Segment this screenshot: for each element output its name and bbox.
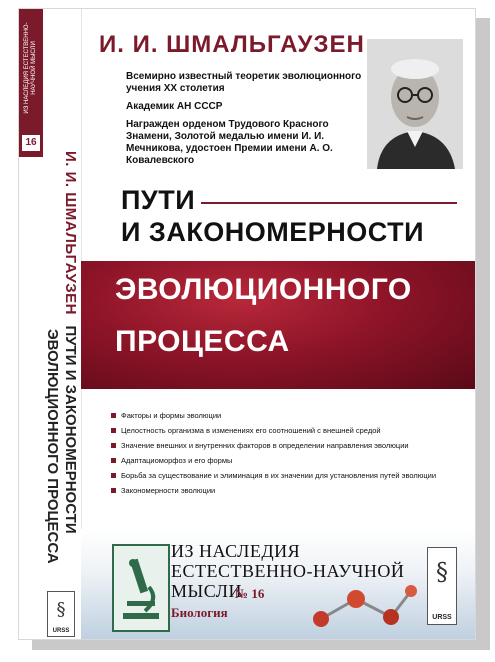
spine-series-banner: [19, 9, 43, 157]
spine-text-block: [44, 151, 79, 591]
publisher-s-icon: §: [436, 558, 448, 586]
spine-title-line1: ПУТИ И ЗАКОНОМЕРНОСТИ: [62, 325, 79, 534]
topic-item: Адаптациоморфоз и его формы: [111, 456, 471, 465]
topic-item: Борьба за существование и элиминация в их значении для установления путей эволюции: [111, 471, 471, 480]
spine-author: И. И. ШМАЛЬГАУЗЕН: [62, 151, 79, 316]
spine-publisher-name: URSS: [52, 628, 70, 634]
front-cover: [81, 9, 475, 639]
publisher-logo: [427, 547, 457, 625]
book-spine: [19, 9, 82, 639]
topic-item: Факторы и формы эволюции: [111, 411, 471, 420]
series-title-line3: МЫСЛИ: [171, 581, 242, 601]
publisher-s-icon: §: [56, 599, 66, 620]
author-info-line: Награжден орденом Трудового Красного Знамени, Золотой медалью имени И. И. Мечникова, удостоен Премии имени А. О. Ковалевского: [126, 119, 333, 166]
cover-title-line1: ПУТИ: [121, 185, 196, 215]
portrait-illustration: [367, 39, 463, 169]
microscope-emblem: [109, 541, 173, 635]
spine-title-line2: ЭВОЛЮЦИОННОГО ПРОЦЕССА: [44, 329, 61, 564]
author-info: [126, 71, 376, 173]
book-cover: [18, 8, 476, 640]
topic-item: Закономерности эволюции: [111, 486, 471, 495]
series-title-line2: ЕСТЕСТВЕННО-НАУЧНОЙ: [171, 561, 405, 581]
topic-item: Значение внешних и внутренних факторов в определении направления эволюции: [111, 441, 471, 450]
cover-title-line2: И ЗАКОНОМЕРНОСТИ: [121, 217, 425, 247]
microscope-icon: [109, 541, 173, 635]
author-portrait: [367, 39, 463, 169]
topic-item: Целостность организма в изменениях его соотношений с внешней средой: [111, 426, 471, 435]
series-subject: Биология: [171, 605, 228, 620]
band-title-line2: ПРОЦЕССА: [115, 325, 290, 358]
title-rule: [201, 202, 457, 204]
topics-list: [111, 411, 471, 501]
spine-series-text: ИЗ НАСЛЕДИЯ ЕСТЕСТВЕННО-НАУЧНОЙ МЫСЛИ: [24, 22, 37, 114]
spine-series-label: [20, 13, 42, 133]
molecule-icon: [301, 569, 421, 639]
series-title-line1: ИЗ НАСЛЕДИЯ: [171, 541, 301, 561]
spine-publisher-logo: [47, 591, 75, 637]
spine-series-number: 16: [22, 135, 40, 151]
cover-author: И. И. ШМАЛЬГАУЗЕН: [99, 31, 365, 58]
band-title-line1: ЭВОЛЮЦИОННОГО: [115, 273, 412, 306]
author-info-line: Академик АН СССР: [126, 101, 223, 112]
publisher-name: URSS: [432, 614, 452, 621]
series-number: № 16: [235, 586, 265, 601]
molecule-decoration: [301, 569, 421, 639]
author-info-line: Всемирно известный теоретик эволюционного учения XX столетия: [126, 71, 362, 94]
